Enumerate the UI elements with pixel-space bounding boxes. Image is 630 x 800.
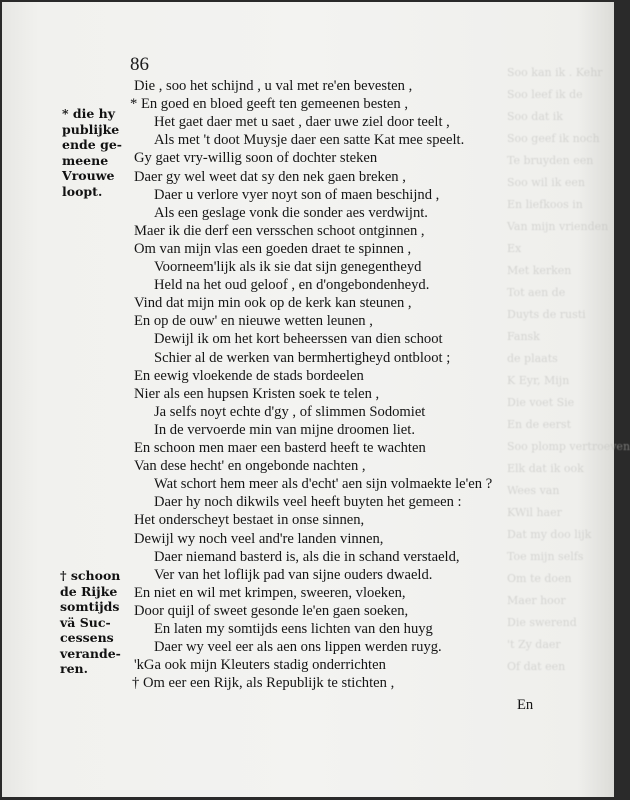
margin-note-2: [60, 568, 140, 677]
bleed-line: KWil haer: [507, 506, 562, 519]
margin-note-line: ende ge-: [62, 137, 122, 152]
bleed-line: Fansk: [507, 330, 540, 343]
poem-line: Van dese hecht' en ongebonde nachten ,: [134, 458, 366, 475]
poem-line: Maer ik die derf een versschen schoot ontginnen ,: [134, 222, 425, 239]
margin-note-line: vä Suc-: [60, 614, 111, 630]
bleed-line: Tot aen de: [507, 286, 566, 299]
bleed-line: Soo dat ik: [507, 110, 563, 123]
poem-line: En eewig vloekende de stads bordeelen: [134, 367, 364, 384]
bleed-line: En liefkoos in: [507, 198, 583, 211]
bleed-line: Met kerken: [507, 264, 572, 277]
poem-line: Als met 't doot Muysje daer een satte Kat mee speelt.: [154, 132, 465, 149]
poem-line: Als een geslage vonk die sonder aes verdwijnt.: [154, 204, 428, 221]
bleed-line: Die swerend: [507, 616, 577, 629]
margin-note-line: de Rijke: [60, 583, 118, 599]
catchword: En: [517, 697, 534, 713]
bleed-line: Ex: [507, 242, 522, 255]
page-number: 86: [130, 54, 149, 75]
book-page: [2, 2, 630, 797]
poem-line: Dewijl wy noch veel and're landen vinnen,: [134, 530, 384, 547]
poem-line: * En goed en bloed geeft ten gemeenen besten ,: [130, 96, 408, 113]
poem-line: Daer niemand basterd is, als die in schand verstaeld,: [154, 548, 460, 565]
poem-line: Die , soo het schijnd , u val met re'en bevesten ,: [134, 78, 413, 94]
bleed-line: Elk dat ik ook: [507, 462, 584, 475]
poem-line: Held na het oud geloof , en d'ongebondenheyd.: [154, 277, 430, 294]
bleed-line: 't Zy daer: [507, 638, 561, 651]
poem-line: Ja selfs noyt echte d'gy , of slimmen Sodomiet: [154, 403, 426, 420]
poem-line: Voorneem'lijk als ik sie dat sijn genegentheyd: [154, 259, 422, 275]
poem-line: Daer gy wel weet dat sy den nek gaen breken ,: [134, 168, 406, 185]
margin-note-line: † schoon: [60, 568, 121, 583]
margin-note-line: somtijds: [60, 599, 120, 614]
bleed-line: Om te doen: [507, 572, 572, 585]
bleed-line: Te bruyden een: [507, 154, 594, 167]
poem-line: † Om eer een Rijk, als Republijk te stichten ,: [132, 675, 395, 692]
bleed-line: Soo wil ik een: [507, 176, 586, 189]
margin-note-line: verande-: [60, 645, 121, 661]
poem-line: En schoon men maer een basterd heeft te wachten: [134, 440, 426, 456]
bleed-line: Soo leef ik de: [507, 88, 583, 101]
bleed-line: Die voet Sie: [507, 396, 575, 409]
bleed-line: Toe mijn selfs: [507, 550, 584, 563]
poem-line: En op de ouw' en nieuwe wetten leunen ,: [134, 313, 373, 330]
poem-line: En laten my somtijds eens lichten van den huyg: [154, 621, 433, 637]
poem-line: Het onderscheyt bestaet in onse sinnen,: [134, 512, 365, 529]
bleed-through-text: [507, 62, 630, 752]
poem-line: Om van mijn vlas een goeden draet te spinnen ,: [134, 240, 412, 257]
bleed-line: En de eerst: [507, 418, 572, 431]
poem-line: Schier al de werken van bermhertigheyd ontbloot ;: [154, 349, 451, 366]
poem-line: Door quijl of sweet gesonde le'en gaen soeken,: [134, 602, 409, 619]
poem-line: Daer hy noch dikwils veel heeft buyten het gemeen :: [154, 494, 462, 511]
bleed-line: Of dat een: [507, 660, 566, 673]
poem-line: Het gaet daer met u saet , daer uwe ziel door teelt ,: [154, 114, 450, 131]
bleed-line: Maer hoor: [507, 594, 566, 607]
bleed-line: Soo plomp vertroeven: [507, 440, 630, 453]
poem-line: Dewijl ik om het kort beheerssen van dien schoot: [154, 331, 443, 348]
bleed-line: Duyts de rusti: [507, 308, 586, 321]
margin-note-line: * die hy: [62, 106, 116, 121]
poem-line: Vind dat mijn min ook op de kerk kan steunen ,: [134, 295, 412, 312]
margin-note-line: loopt.: [62, 183, 103, 199]
bleed-line: Van mijn vrienden: [507, 220, 609, 233]
poem-line: Daer u verlore vyer noyt son of maen beschijnd ,: [154, 186, 440, 203]
margin-note-line: Vrouwe: [62, 168, 115, 183]
poem-line: Daer wy veel eer als aen ons lippen werden ruyg.: [154, 639, 442, 656]
poem-line: En niet en wil met krimpen, sweeren, vloeken,: [134, 584, 406, 601]
bleed-line: de plaats: [507, 352, 558, 365]
poem-line: Ver van het loflijk pad van sijne ouders dwaeld.: [154, 566, 433, 583]
bleed-line: Soo kan ik . Kehr: [507, 66, 603, 79]
poem-line: Nier als een hupsen Kristen soek te telen ,: [134, 385, 380, 402]
bleed-line: Soo geef ik noch: [507, 132, 600, 145]
poem-line: 'kGa ook mijn Kleuters stadig onderrichten: [134, 657, 386, 674]
margin-note-line: ren.: [60, 661, 88, 676]
margin-note-line: meene: [62, 152, 109, 168]
margin-note-line: publijke: [62, 121, 120, 137]
margin-note-line: cessens: [60, 630, 114, 645]
margin-note-1: [62, 106, 142, 199]
poem-line: In de vervoerde min van mijne droomen liet.: [154, 421, 415, 438]
bleed-line: Wees van: [507, 484, 560, 497]
bleed-line: K Eyr, Mijn: [507, 374, 570, 387]
bleed-line: Dat my doo lijk: [507, 528, 592, 541]
poem-line: Gy gaet vry-willig soon of dochter steken: [134, 150, 378, 167]
poem-line: Wat schort hem meer als d'echt' aen sijn volmaekte le'en ?: [154, 476, 493, 493]
